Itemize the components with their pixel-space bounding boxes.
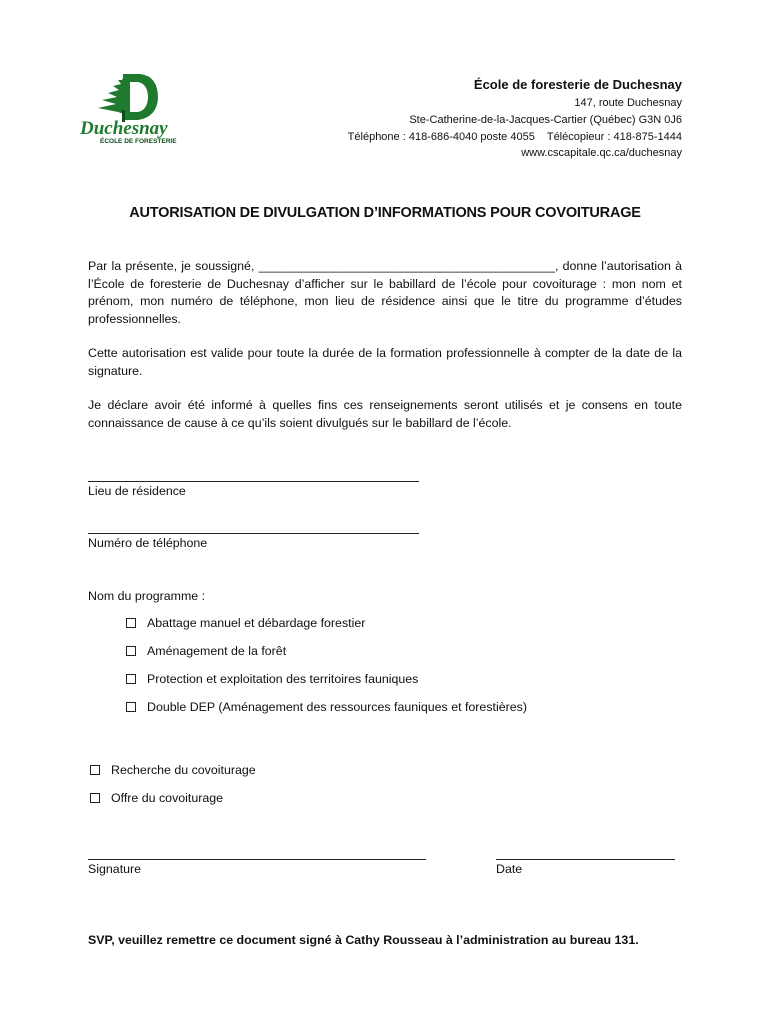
date-field-line[interactable] [496,859,675,860]
duchesnay-logo-icon [78,70,183,145]
residence-field-line[interactable] [88,481,419,482]
covoiturage-option-label: Offre du covoiturage [111,791,224,805]
authorization-paragraph: Par la présente, je soussigné, ___________________________________________, donne l’autorisation à l’École de foresterie de Duchesnay d’afficher sur le babillard de l’école pour covoiturage : mon nom et prénom, mon numéro de téléphone, mon lieu de résidence ainsi que le titre du programme d’études professionnelles. [88,259,682,326]
covoiturage-option-search[interactable] [90,763,256,777]
return-instructions: SVP, veuillez remettre ce document signé à Cathy Rousseau à l’administration au bureau 131. [88,933,639,947]
document-title: AUTORISATION DE DIVULGATION D’INFORMATIONS POUR COVOITURAGE [129,205,641,221]
school-logo [78,70,183,145]
program-option-label: Aménagement de la forêt [147,644,287,658]
consent-paragraph: Je déclare avoir été informé à quelles fins ces renseignements seront utilisés et je consens en toute connaissance de cause à ce qu’ils soient divulgués sur le babillard de l’école. [88,398,682,430]
program-option-label: Protection et exploitation des territoires fauniques [147,672,419,686]
checkbox[interactable] [126,618,136,628]
checkbox[interactable] [90,765,100,775]
svg-text:ÉCOLE DE FORESTERIE: ÉCOLE DE FORESTERIE [100,138,177,145]
org-name: École de foresterie de Duchesnay [473,77,682,92]
address-line-1: 147, route Duchesnay [574,97,682,109]
svg-text:Duchesnay: Duchesnay [80,118,168,139]
phone-field-line[interactable] [88,533,419,534]
covoiturage-option-offer[interactable] [90,791,223,805]
program-option[interactable] [126,672,418,686]
validity-paragraph: Cette autorisation est valide pour toute la durée de la formation professionnelle à compter de la date de la signature. [88,346,682,378]
program-label: Nom du programme : [88,589,206,603]
phone-label: Numéro de téléphone [88,536,208,550]
date-label: Date [496,862,523,876]
program-option-label: Double DEP (Aménagement des ressources fauniques et forestières) [147,700,527,714]
checkbox[interactable] [126,702,136,712]
residence-label: Lieu de résidence [88,484,186,498]
checkbox[interactable] [126,674,136,684]
phone-fax-line: Téléphone : 418-686-4040 poste 4055 Télécopieur : 418-875-1444 [347,131,682,143]
checkbox[interactable] [126,646,136,656]
signature-field-line[interactable] [88,859,426,860]
program-option-label: Abattage manuel et débardage forestier [147,616,366,630]
address-line-2: Ste-Catherine-de-la-Jacques-Cartier (Québec) G3N 0J6 [409,114,682,126]
checkbox[interactable] [90,793,100,803]
signature-label: Signature [88,862,142,876]
program-option[interactable] [126,644,286,658]
covoiturage-option-label: Recherche du covoiturage [111,763,256,777]
website-link[interactable]: www.cscapitale.qc.ca/duchesnay [521,147,682,159]
program-option[interactable] [126,700,527,714]
program-option[interactable] [126,616,365,630]
